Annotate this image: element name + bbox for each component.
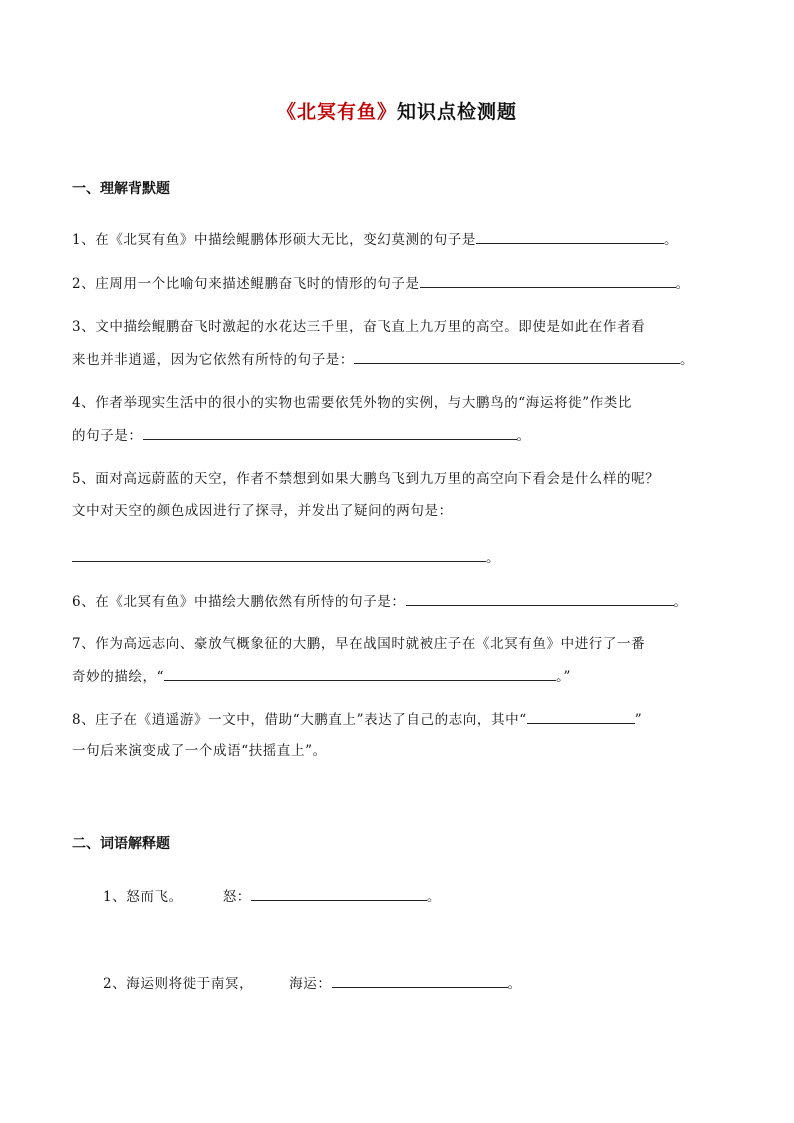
answer-blank[interactable] — [164, 666, 556, 681]
question-1: 1、在《北冥有鱼》中描绘鲲鹏体形硕大无比，变幻莫测的句子是 。 — [72, 229, 678, 250]
answer-blank[interactable] — [406, 591, 674, 606]
question-3-line-2: 来也并非逍遥，因为它依然有所恃的句子是： 。 — [72, 349, 694, 370]
question-7-line-2: 奇妙的描绘，“ 。” — [72, 666, 571, 687]
title-highlight: 《北冥有鱼》 — [276, 101, 397, 123]
question-4-line-2: 的句子是： 。 — [72, 425, 531, 446]
answer-blank[interactable] — [251, 886, 427, 901]
question-2: 2、庄周用一个比喻句来描述鲲鹏奋飞时的情形的句子是 。 — [72, 273, 690, 294]
question-5-line-2: 文中对天空的颜色成因进行了探寻，并发出了疑问的两句是： — [72, 503, 453, 519]
page-title — [0, 97, 794, 124]
question-6: 6、在《北冥有鱼》中描绘大鹏依然有所恃的句子是： 。 — [72, 591, 688, 612]
question-8-line-2: 一句后来演变成了一个成语“扶摇直上”。 — [72, 743, 327, 759]
question-5-line-1: 5、面对高远蔚蓝的天空，作者不禁想到如果大鹏鸟飞到九万里的高空向下看会是什么样的呢？ — [72, 471, 660, 487]
question-4-line-1: 4、作者举现实生活中的很小的实物也需要依凭外物的实例，与大鹏鸟的“海运将徙”作类比 — [72, 395, 632, 411]
section2-heading: 二、词语解释题 — [72, 836, 170, 852]
answer-blank[interactable] — [527, 709, 635, 724]
question-8-line-1: 8、庄子在《逍遥游》一文中，借助“大鹏直上”表达了自己的志向，其中“ ” — [72, 709, 642, 730]
answer-blank[interactable] — [476, 229, 664, 244]
answer-blank[interactable] — [72, 547, 486, 562]
question-3-line-1: 3、文中描绘鲲鹏奋飞时激起的水花达三千里，奋飞直上九万里的高空。即使是如此在作者看 — [72, 319, 646, 335]
answer-blank[interactable] — [420, 273, 676, 288]
title-rest: 知识点检测题 — [397, 101, 518, 123]
vocab-question-1: 1、怒而飞。 怒： 。 — [103, 886, 441, 907]
section1-heading: 一、理解背默题 — [72, 181, 170, 197]
answer-blank[interactable] — [354, 349, 680, 364]
answer-blank[interactable] — [143, 425, 517, 440]
question-7-line-1: 7、作为高远志向、豪放气概象征的大鹏，早在战国时就被庄子在《北冥有鱼》中进行了一番 — [72, 636, 646, 652]
question-5-answer: 。 — [72, 547, 500, 568]
answer-blank[interactable] — [332, 973, 508, 988]
vocab-question-2: 2、海运则将徙于南冥， 海运： 。 — [103, 973, 522, 994]
